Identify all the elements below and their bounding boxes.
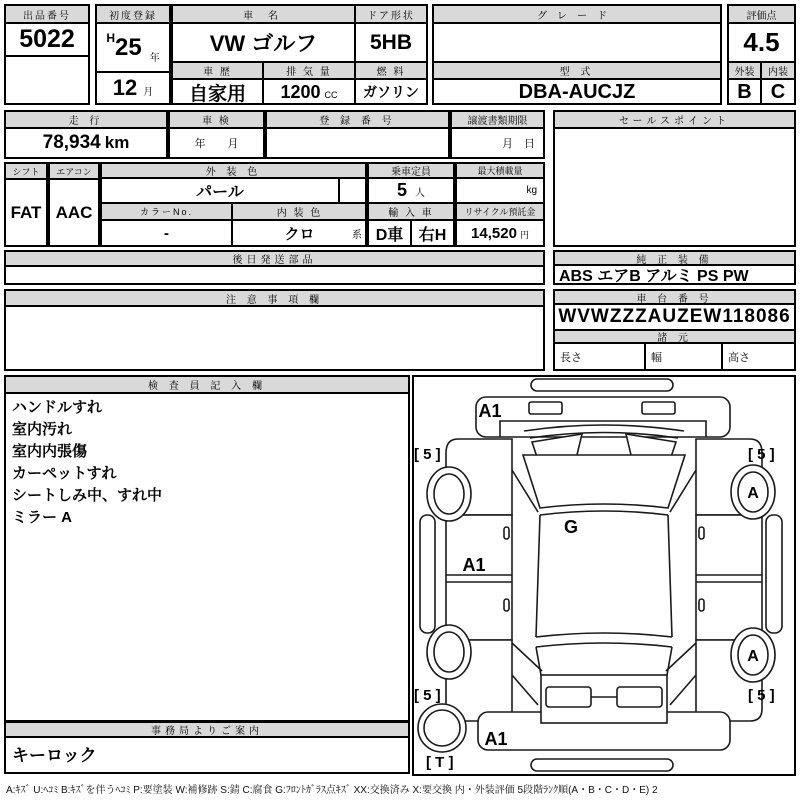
chassis-value: WVWZZZAUZEW118086 (554, 304, 795, 330)
model-code-value: DBA-AUCJZ (433, 79, 721, 105)
mark-tire-rear-left: [ 5 ] (414, 687, 441, 704)
right-sill (766, 515, 782, 633)
equipment-value: ABS エアB アルミ PS PW (554, 265, 795, 284)
recycle-value: 14,520 (471, 225, 517, 242)
first-reg-year-cell (96, 23, 170, 72)
capacity-value: 5 (396, 180, 407, 200)
car-name-header: 車 名 (172, 5, 355, 23)
displacement-cell (263, 79, 355, 105)
inspector-note: 室内汚れ (12, 421, 73, 438)
mark-tire-front-left: [ 5 ] (414, 446, 441, 463)
inspector-note: 室内内張傷 (12, 443, 88, 460)
first-reg-year-unit: 年 (149, 53, 160, 64)
caution-body (5, 306, 544, 370)
recycle-unit: 円 (519, 230, 529, 240)
first-reg-header: 初度登録 (96, 5, 170, 23)
inspector-note: カーペットすれ (12, 465, 117, 482)
left-front-door-handle (504, 527, 509, 539)
capacity-unit: 人 (415, 188, 425, 199)
left-rear-door-handle (504, 599, 509, 611)
max-load-value: kg (456, 178, 544, 203)
score-header: 評価点 (728, 5, 795, 23)
exterior-value: B (728, 79, 761, 105)
exterior-header: 外装 (728, 62, 761, 79)
ext-color-sub-cell (339, 178, 367, 203)
specs-width-cell: 幅 (645, 343, 722, 371)
equipment-header: 純 正 装 備 (554, 251, 795, 265)
cowl-line (540, 511, 668, 515)
transfer-docs-value: 月 日 (451, 128, 544, 158)
fuel-value: ガソリン (355, 79, 427, 105)
auction-no-header: 出品番号 (5, 5, 89, 23)
transfer-docs-header: 譲渡書類期限 (451, 111, 544, 128)
ext-color-value: パール (101, 178, 339, 203)
mark-rear-right-wheel: A (747, 648, 759, 665)
grade-header: グレード (433, 5, 721, 23)
displacement-header: 排 気 量 (263, 62, 355, 79)
first-reg-month-cell (96, 72, 170, 104)
shaken-value: 年 月 (169, 128, 264, 158)
roof-sides (536, 515, 672, 637)
interior-value: C (761, 79, 795, 105)
mark-rear-bumper: A1 (484, 729, 508, 749)
auction-no-empty (5, 56, 89, 104)
mark-windshield: G (563, 517, 579, 537)
car-damage-diagram (412, 375, 796, 776)
displacement-unit: CC (324, 90, 338, 100)
first-reg-month: 12 (112, 75, 138, 100)
rear-window-sides (536, 647, 672, 675)
inspector-note: シートしみ中、すれ中 (12, 487, 163, 504)
mark-front-right-wheel: A (747, 485, 759, 502)
left-sill (420, 515, 435, 633)
ext-color-header: 外 装 色 (101, 163, 366, 178)
model-code-header: 型 式 (433, 62, 721, 79)
max-load-header: 最大積載量 (456, 163, 544, 178)
spare-tire (418, 704, 466, 752)
shift-value: FAT (5, 179, 47, 246)
inspector-note: ミラー A (12, 509, 73, 526)
first-reg-era: H (106, 31, 115, 45)
later-parts-value (5, 266, 544, 284)
mileage-unit: km (104, 133, 130, 152)
aircon-value: AAC (49, 179, 99, 246)
grade-value (433, 23, 721, 62)
color-no-value: - (101, 220, 232, 247)
reg-no-value (266, 128, 449, 158)
shaken-header: 車 検 (169, 111, 264, 128)
specs-header: 諸 元 (554, 330, 795, 343)
front-bumper (476, 397, 730, 437)
mark-front-left-door: A1 (462, 555, 486, 575)
inspector-body (5, 393, 409, 721)
office-header: 事務局よりご案内 (5, 722, 409, 737)
auction-no-value: 5022 (5, 23, 89, 56)
first-reg-year: 25 (114, 33, 142, 61)
import-header: 輸 入 車 (368, 203, 454, 220)
capacity-cell (368, 178, 454, 203)
sales-point-body (554, 128, 795, 246)
import-value-2: 右H (411, 220, 454, 247)
reg-no-header: 登 録 番 号 (266, 111, 449, 128)
recycle-cell (456, 220, 544, 247)
inspector-header: 検 査 員 記 入 欄 (5, 376, 409, 393)
windshield (523, 455, 685, 508)
first-reg-month-unit: 月 (143, 87, 154, 98)
mileage-value: 78,934 (42, 132, 101, 153)
mark-tire-front-right: [ 5 ] (748, 446, 775, 463)
history-value: 自家用 (172, 79, 263, 105)
right-doors (696, 515, 762, 640)
fuel-header: 燃 料 (355, 62, 427, 79)
later-parts-header: 後日発送部品 (5, 251, 544, 266)
chassis-header: 車 台 番 号 (554, 290, 795, 304)
mark-spare-tire: [ T ] (426, 754, 454, 771)
car-name-value: VW ゴルフ (172, 23, 355, 62)
capacity-header: 乗車定員 (368, 163, 454, 178)
int-color-suffix: 系 (352, 230, 362, 241)
mileage-cell (5, 128, 167, 158)
rear-window-top (536, 633, 672, 647)
recycle-header: リサイクル預託金 (456, 203, 544, 220)
door-shape-value: 5HB (355, 23, 427, 62)
caution-header: 注 意 事 項 欄 (5, 290, 544, 306)
score-value: 4.5 (728, 23, 795, 62)
right-front-door-handle (699, 527, 704, 539)
rear-plate-left (546, 687, 591, 707)
right-rear-door-handle (699, 599, 704, 611)
left-doors (446, 515, 512, 640)
specs-height-cell: 高さ (722, 343, 795, 371)
roof-front-strip (531, 379, 673, 391)
aircon-header: エアコン (49, 163, 99, 179)
mark-tire-rear-right: [ 5 ] (748, 687, 775, 704)
int-color-value: クロ (284, 226, 315, 243)
door-shape-header: ドア形状 (355, 5, 427, 23)
mileage-header: 走 行 (5, 111, 167, 128)
color-no-header: カラーNo. (101, 203, 232, 220)
rear-plate-right (617, 687, 662, 707)
shift-header: シフト (5, 163, 47, 179)
import-value-1: D車 (368, 220, 411, 247)
int-color-header: 内 装 色 (232, 203, 367, 220)
int-color-cell (232, 220, 367, 247)
legend-text: A:ｷｽﾞ U:ﾍｺﾐ B:ｷｽﾞを伴うﾍｺﾐ P:要塗装 W:補修跡 S:錆 C:腐食 G:ﾌﾛﾝﾄｶﾞﾗｽ点ｷｽﾞ XX:交換済み X:要交換 内・外装評価 5段階ﾗﾝｸ順(A・B・C・D・E) 2 (6, 785, 658, 796)
roof-rear-strip (531, 759, 673, 771)
specs-length-cell: 長さ (554, 343, 645, 371)
office-value: キーロック (5, 737, 409, 773)
mark-front-bumper: A1 (478, 401, 502, 421)
history-header: 車 歴 (172, 62, 263, 79)
inspector-note: ハンドルすれ (12, 399, 103, 416)
sales-point-header: セールスポイント (554, 111, 795, 128)
displacement-value: 1200 (280, 81, 321, 102)
interior-header: 内装 (761, 62, 795, 79)
